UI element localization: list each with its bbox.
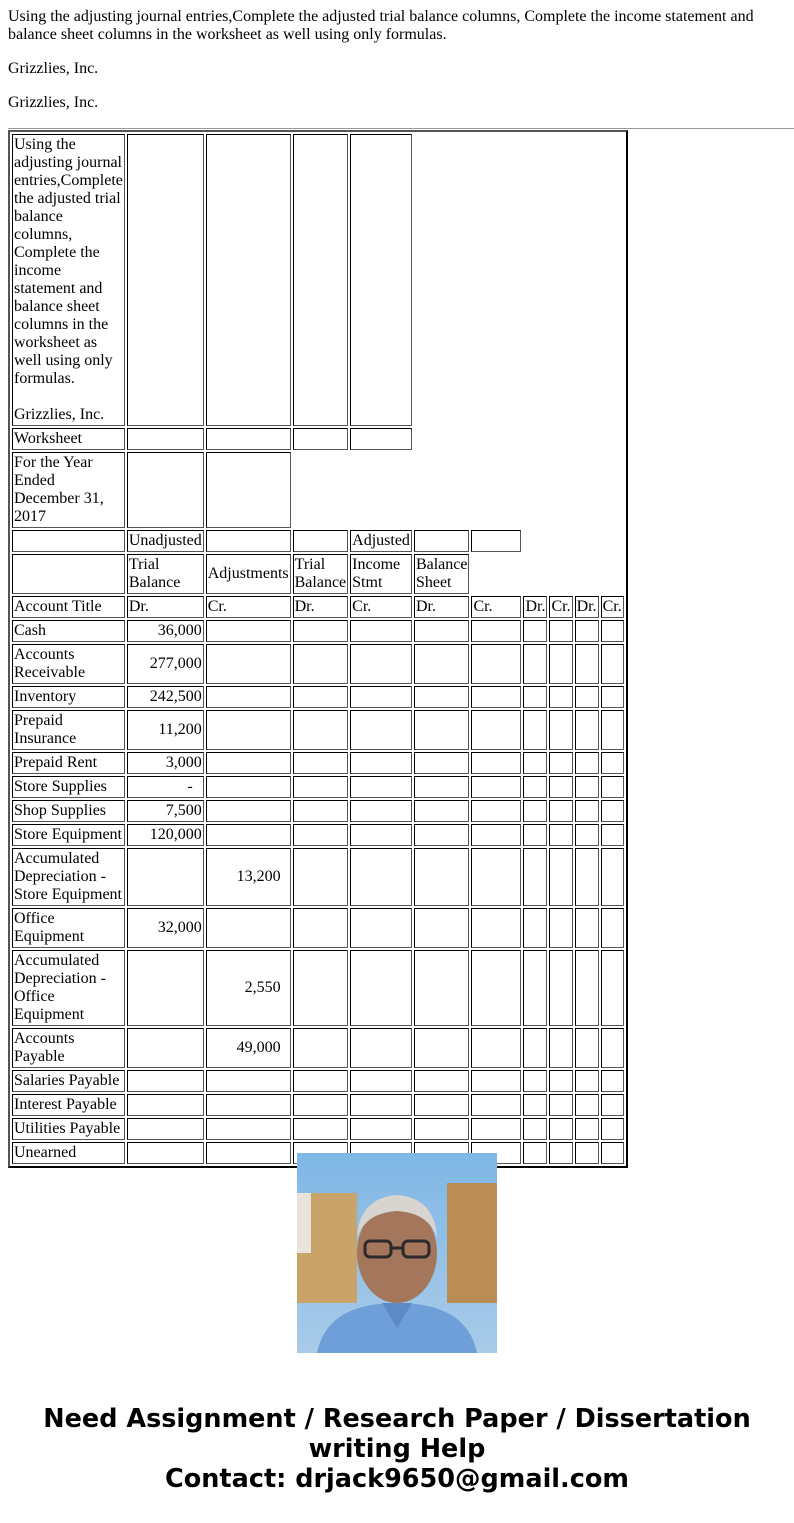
empty-entry-cell[interactable] (575, 1070, 599, 1092)
empty-entry-cell[interactable] (575, 644, 599, 684)
empty-entry-cell[interactable] (549, 908, 572, 948)
unadjusted-dr-cell[interactable] (127, 1142, 204, 1164)
empty-cell (12, 554, 125, 594)
account-title: Accumulated Depreciation - Store Equipment (12, 848, 125, 906)
empty-entry-cell[interactable] (575, 908, 599, 948)
table-row (12, 908, 624, 948)
empty-entry-cell[interactable] (350, 824, 412, 846)
empty-entry-cell[interactable] (414, 950, 470, 1026)
table-row (12, 620, 624, 642)
empty-entry-cell[interactable] (293, 800, 349, 822)
empty-entry-cell[interactable] (575, 620, 599, 642)
table-row (12, 950, 624, 1026)
worksheet-viewport[interactable] (8, 130, 794, 1161)
account-title: Salaries Payable (12, 1070, 125, 1092)
table-row (12, 1070, 624, 1092)
unadjusted-cr-cell[interactable] (206, 800, 291, 822)
empty-entry-cell[interactable] (471, 686, 521, 708)
table-row (12, 1094, 624, 1116)
empty-entry-cell[interactable] (350, 800, 412, 822)
empty-entry-cell[interactable] (350, 848, 412, 906)
empty-entry-cell[interactable] (293, 824, 349, 846)
empty-entry-cell[interactable] (293, 1028, 349, 1068)
empty-entry-cell[interactable] (471, 848, 521, 906)
empty-entry-cell[interactable] (523, 1118, 547, 1140)
unadjusted-dr-cell[interactable]: 7,500 (127, 800, 204, 822)
empty-entry-cell[interactable] (601, 950, 624, 1026)
empty-entry-cell[interactable] (575, 1094, 599, 1116)
empty-entry-cell[interactable] (414, 1070, 470, 1092)
empty-entry-cell[interactable] (523, 686, 547, 708)
empty-entry-cell[interactable] (350, 1118, 412, 1140)
empty-entry-cell[interactable] (601, 752, 624, 774)
empty-entry-cell[interactable] (350, 620, 412, 642)
empty-entry-cell[interactable] (471, 908, 521, 948)
intro-company-2: Grizzlies, Inc. (8, 94, 99, 111)
empty-entry-cell[interactable] (601, 1070, 624, 1092)
empty-cell (293, 530, 349, 552)
group-balance-sheet: Balance Sheet (414, 554, 470, 594)
empty-entry-cell[interactable] (523, 1028, 547, 1068)
group-adjustments: Adjustments (206, 554, 291, 594)
empty-entry-cell[interactable] (575, 776, 599, 798)
empty-entry-cell[interactable] (414, 710, 470, 750)
empty-entry-cell[interactable] (350, 1070, 412, 1092)
empty-entry-cell[interactable] (575, 752, 599, 774)
col-header: Cr. (206, 596, 291, 618)
empty-entry-cell[interactable] (414, 752, 470, 774)
empty-entry-cell[interactable] (549, 686, 572, 708)
unadjusted-dr-cell[interactable]: 242,500 (127, 686, 204, 708)
company-cell-text: Grizzlies, Inc. (14, 406, 105, 423)
unadjusted-cr-cell[interactable] (206, 1142, 291, 1164)
col-header: Cr. (471, 596, 521, 618)
empty-entry-cell[interactable] (601, 644, 624, 684)
empty-entry-cell[interactable] (293, 1118, 349, 1140)
empty-entry-cell[interactable] (414, 620, 470, 642)
empty-entry-cell[interactable] (601, 908, 624, 948)
unadjusted-dr-cell[interactable]: 36,000 (127, 620, 204, 642)
empty-entry-cell[interactable] (575, 1118, 599, 1140)
unadjusted-cr-cell[interactable] (206, 752, 291, 774)
empty-entry-cell[interactable] (414, 776, 470, 798)
empty-entry-cell[interactable] (293, 620, 349, 642)
divider (8, 128, 794, 129)
unadjusted-dr-cell[interactable]: 11,200 (127, 710, 204, 750)
empty-entry-cell[interactable] (414, 686, 470, 708)
unadjusted-cr-cell[interactable] (206, 1070, 291, 1092)
table-row (12, 710, 624, 750)
account-title: Utilities Payable (12, 1118, 125, 1140)
empty-entry-cell[interactable] (471, 710, 521, 750)
table-row (12, 644, 624, 684)
unadjusted-cr-cell[interactable] (206, 1118, 291, 1140)
empty-entry-cell[interactable] (549, 1070, 572, 1092)
empty-cell (350, 428, 412, 450)
unadjusted-cr-cell[interactable]: 13,200 (206, 848, 291, 906)
unadjusted-cr-cell[interactable]: 49,000 (206, 1028, 291, 1068)
empty-entry-cell[interactable] (549, 752, 572, 774)
table-row (12, 1028, 624, 1068)
empty-entry-cell[interactable] (549, 1094, 572, 1116)
account-title: Store Equipment (12, 824, 125, 846)
empty-entry-cell[interactable] (575, 800, 599, 822)
worksheet-table (8, 130, 628, 1168)
unadjusted-dr-cell[interactable] (127, 1070, 204, 1092)
empty-cell (127, 428, 204, 450)
unadjusted-dr-cell[interactable] (127, 1118, 204, 1140)
table-row (12, 752, 624, 774)
empty-entry-cell[interactable] (293, 644, 349, 684)
promo-banner (0, 1404, 794, 1494)
empty-entry-cell[interactable] (575, 1028, 599, 1068)
empty-entry-cell[interactable] (549, 710, 572, 750)
empty-cell (12, 530, 125, 552)
empty-entry-cell[interactable] (549, 776, 572, 798)
empty-cell (471, 530, 521, 552)
empty-entry-cell[interactable] (350, 950, 412, 1026)
col-header: Cr. (549, 596, 572, 618)
empty-entry-cell[interactable] (414, 644, 470, 684)
empty-entry-cell[interactable] (350, 686, 412, 708)
period-cell: For the Year Ended December 31, 2017 (12, 452, 125, 528)
empty-entry-cell[interactable] (549, 800, 572, 822)
empty-entry-cell[interactable] (601, 710, 624, 750)
empty-entry-cell[interactable] (523, 644, 547, 684)
worksheet-title: Worksheet (12, 428, 125, 450)
unadjusted-cr-cell[interactable] (206, 644, 291, 684)
empty-entry-cell[interactable] (523, 800, 547, 822)
empty-entry-cell[interactable] (350, 644, 412, 684)
account-title: Office Equipment (12, 908, 125, 948)
empty-entry-cell[interactable] (293, 1070, 349, 1092)
unadjusted-dr-cell[interactable]: 120,000 (127, 824, 204, 846)
empty-entry-cell[interactable] (414, 1094, 470, 1116)
empty-entry-cell[interactable] (350, 752, 412, 774)
empty-entry-cell[interactable] (414, 800, 470, 822)
empty-entry-cell[interactable] (575, 686, 599, 708)
empty-entry-cell[interactable] (549, 848, 572, 906)
empty-cell (206, 452, 291, 528)
account-title: Accounts Payable (12, 1028, 125, 1068)
empty-cell (127, 452, 204, 528)
empty-entry-cell[interactable] (350, 776, 412, 798)
promo-line-2: writing Help (308, 1434, 486, 1464)
empty-entry-cell[interactable] (601, 800, 624, 822)
empty-entry-cell[interactable] (601, 1142, 624, 1164)
empty-entry-cell[interactable] (549, 824, 572, 846)
empty-entry-cell[interactable] (293, 1094, 349, 1116)
empty-entry-cell[interactable] (414, 908, 470, 948)
group-trial-balance-2: Trial Balance (293, 554, 349, 594)
group-adjusted: Adjusted (350, 530, 412, 552)
empty-entry-cell[interactable] (523, 620, 547, 642)
empty-cell (206, 530, 291, 552)
account-title: Store Supplies (12, 776, 125, 798)
empty-entry-cell[interactable] (471, 620, 521, 642)
empty-entry-cell[interactable] (523, 824, 547, 846)
empty-entry-cell[interactable] (471, 1118, 521, 1140)
unadjusted-dr-cell[interactable] (127, 1028, 204, 1068)
account-title: Cash (12, 620, 125, 642)
table-row (12, 824, 624, 846)
account-title: Accounts Receivable (12, 644, 125, 684)
unadjusted-cr-cell[interactable] (206, 908, 291, 948)
col-header: Dr. (414, 596, 470, 618)
empty-entry-cell[interactable] (549, 620, 572, 642)
unadjusted-dr-cell[interactable] (127, 848, 204, 906)
account-title: Prepaid Rent (12, 752, 125, 774)
empty-entry-cell[interactable] (293, 908, 349, 948)
empty-entry-cell[interactable] (471, 800, 521, 822)
profile-photo (297, 1153, 497, 1353)
unadjusted-dr-cell[interactable]: 277,000 (127, 644, 204, 684)
empty-entry-cell[interactable] (471, 824, 521, 846)
empty-entry-cell[interactable] (523, 848, 547, 906)
empty-entry-cell[interactable] (350, 1094, 412, 1116)
empty-cell (206, 134, 291, 426)
unadjusted-dr-cell[interactable]: - (127, 776, 204, 798)
unadjusted-cr-cell[interactable] (206, 620, 291, 642)
empty-entry-cell[interactable] (471, 1070, 521, 1092)
empty-entry-cell[interactable] (471, 644, 521, 684)
col-header: Dr. (293, 596, 349, 618)
col-header: Cr. (350, 596, 412, 618)
account-title: Shop Supplies (12, 800, 125, 822)
empty-entry-cell[interactable] (471, 776, 521, 798)
col-header: Account Title (12, 596, 125, 618)
empty-entry-cell[interactable] (471, 1028, 521, 1068)
empty-cell (414, 530, 470, 552)
col-header: Dr. (575, 596, 599, 618)
unadjusted-cr-cell[interactable] (206, 710, 291, 750)
empty-entry-cell[interactable] (601, 1028, 624, 1068)
empty-entry-cell[interactable] (293, 848, 349, 906)
empty-entry-cell[interactable] (575, 710, 599, 750)
empty-entry-cell[interactable] (549, 1118, 572, 1140)
unadjusted-dr-cell[interactable] (127, 950, 204, 1026)
empty-entry-cell[interactable] (414, 1118, 470, 1140)
empty-entry-cell[interactable] (293, 776, 349, 798)
empty-entry-cell[interactable] (601, 776, 624, 798)
account-title: Interest Payable (12, 1094, 125, 1116)
table-row (12, 776, 624, 798)
col-header: Cr. (601, 596, 624, 618)
empty-entry-cell[interactable] (471, 1094, 521, 1116)
empty-entry-cell[interactable] (549, 1142, 572, 1164)
col-header: Dr. (523, 596, 547, 618)
intro-company-1: Grizzlies, Inc. (8, 60, 99, 77)
empty-entry-cell[interactable] (601, 686, 624, 708)
column-header-row (12, 596, 624, 618)
empty-entry-cell[interactable] (414, 824, 470, 846)
empty-entry-cell[interactable] (601, 1118, 624, 1140)
empty-entry-cell[interactable] (523, 752, 547, 774)
empty-entry-cell[interactable] (601, 1094, 624, 1116)
empty-entry-cell[interactable] (471, 950, 521, 1026)
empty-entry-cell[interactable] (350, 908, 412, 948)
empty-entry-cell[interactable] (601, 824, 624, 846)
empty-entry-cell[interactable] (549, 950, 572, 1026)
table-row (12, 848, 624, 906)
group-income-stmt: Income Stmt (350, 554, 412, 594)
table-row (12, 686, 624, 708)
account-title: Prepaid Insurance (12, 710, 125, 750)
empty-entry-cell[interactable] (575, 950, 599, 1026)
empty-entry-cell[interactable] (523, 950, 547, 1026)
empty-entry-cell[interactable] (293, 686, 349, 708)
empty-entry-cell[interactable] (350, 1028, 412, 1068)
unadjusted-dr-cell[interactable]: 32,000 (127, 908, 204, 948)
empty-cell (293, 134, 349, 426)
table-row (12, 800, 624, 822)
table-row (12, 1118, 624, 1140)
empty-entry-cell[interactable] (350, 710, 412, 750)
account-title: Inventory (12, 686, 125, 708)
empty-entry-cell[interactable] (293, 710, 349, 750)
empty-entry-cell[interactable] (575, 824, 599, 846)
unadjusted-cr-cell[interactable] (206, 776, 291, 798)
empty-entry-cell[interactable] (471, 752, 521, 774)
empty-entry-cell[interactable] (523, 776, 547, 798)
instruction-cell (12, 134, 125, 426)
unadjusted-cr-cell[interactable] (206, 824, 291, 846)
empty-entry-cell[interactable] (549, 1028, 572, 1068)
unadjusted-cr-cell[interactable] (206, 686, 291, 708)
empty-entry-cell[interactable] (601, 848, 624, 906)
empty-entry-cell[interactable] (549, 644, 572, 684)
empty-entry-cell[interactable] (523, 908, 547, 948)
account-title: Unearned (12, 1142, 125, 1164)
empty-entry-cell[interactable] (414, 1028, 470, 1068)
unadjusted-cr-cell[interactable] (206, 1094, 291, 1116)
empty-entry-cell[interactable] (293, 752, 349, 774)
empty-entry-cell[interactable] (523, 1142, 547, 1164)
col-header: Dr. (127, 596, 204, 618)
promo-line-3[interactable]: Contact: drjack9650@gmail.com (165, 1464, 629, 1494)
empty-entry-cell[interactable] (523, 710, 547, 750)
empty-cell (350, 134, 412, 426)
empty-entry-cell[interactable] (601, 620, 624, 642)
empty-cell (293, 428, 349, 450)
unadjusted-dr-cell[interactable] (127, 1094, 204, 1116)
empty-cell (206, 428, 291, 450)
group-unadjusted: Unadjusted (127, 530, 204, 552)
empty-entry-cell[interactable] (523, 1094, 547, 1116)
promo-line-1: Need Assignment / Research Paper / Dissertation (43, 1404, 751, 1434)
group-trial-balance: Trial Balance (127, 554, 204, 594)
instruction-cell-text: Using the adjusting journal entries,Complete the adjusted trial balance columns, Complete the income statement and balance sheet columns in the worksheet as well using only formulas. (14, 136, 123, 387)
empty-entry-cell[interactable] (523, 1070, 547, 1092)
intro-instruction: Using the adjusting journal entries,Complete the adjusted trial balance columns, Complete the income statement and balance sheet columns in the worksheet as well using only formulas. (8, 8, 754, 43)
account-title: Accumulated Depreciation - Office Equipment (12, 950, 125, 1026)
empty-entry-cell[interactable] (575, 848, 599, 906)
empty-entry-cell[interactable] (293, 950, 349, 1026)
empty-cell (127, 134, 204, 426)
empty-entry-cell[interactable] (414, 848, 470, 906)
empty-entry-cell[interactable] (575, 1142, 599, 1164)
unadjusted-dr-cell[interactable]: 3,000 (127, 752, 204, 774)
unadjusted-cr-cell[interactable]: 2,550 (206, 950, 291, 1026)
